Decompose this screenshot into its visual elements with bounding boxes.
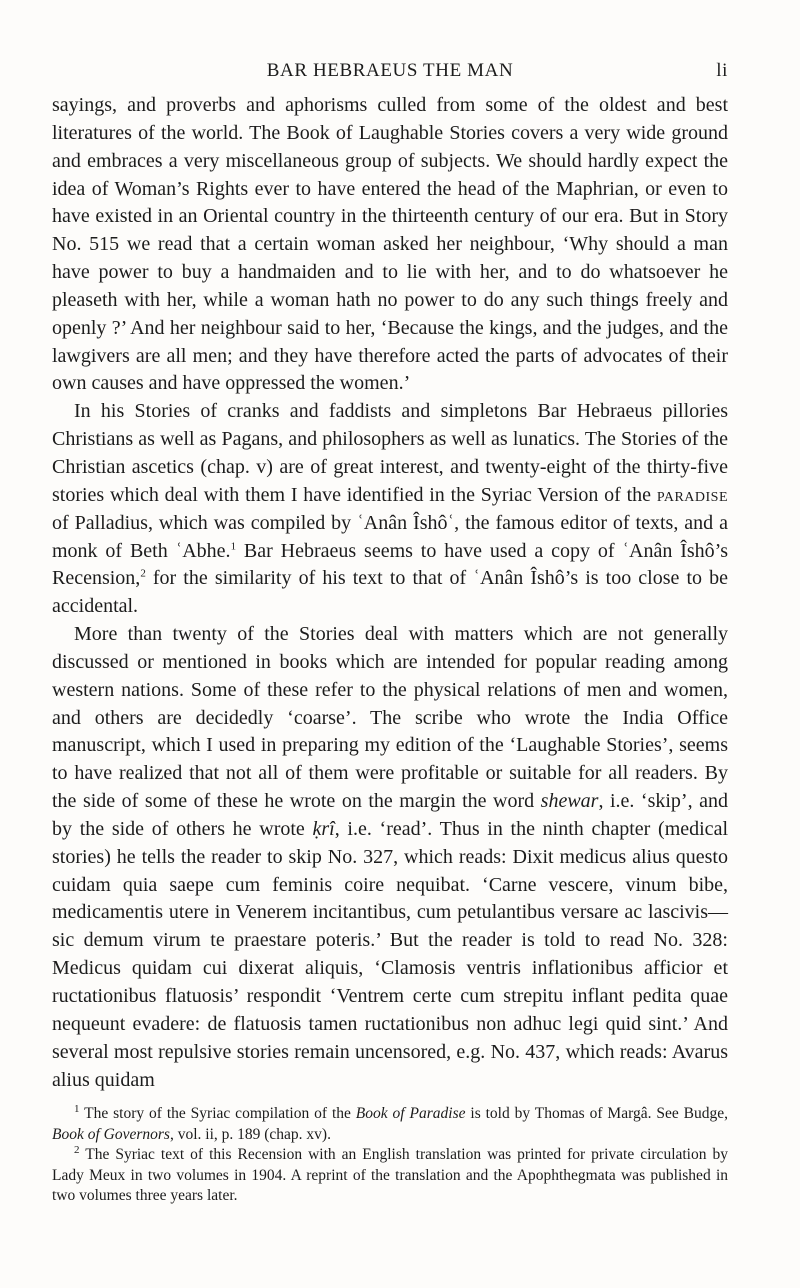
italic-kri: ḳrî — [312, 817, 335, 840]
running-head-title: BAR HEBRAEUS THE MAN — [266, 60, 514, 81]
paragraph-3-text: , i.e. ‘skip’, and by the side of others he wrote — [52, 790, 728, 840]
footnote-mark-2: 2 — [74, 1144, 80, 1157]
footnote-ref-2: 2 — [140, 567, 146, 580]
footnote-1-text: is told by Thomas of Margâ. See Budge, — [465, 1105, 729, 1122]
paragraph-3-text: , i.e. ‘read’. Thus in the ninth chapter (medical stories) he tells the reader to skip No. 327, which reads: Dixit medicus alius questo cuidam quia saepe cum feminis coire nequibat. ‘Carne vescere, vinum bibe, medicamentis utere in Venerem incitantibus, cum petulantibus versare ac lascivis—sic demum virum te praestare poteris.’ But the reader is told to read No. 328: Medicus quidam cui dixerat aliquis, ‘Clamosis ventris inflationibus afficior et ructationibus flatuosis’ respondit ‘Ventrem certe cum strepitu inflant pedita quae nequeunt evadere: de flatuosis tamen ructationibus non adhuc legi quid sint.’ And several most repulsive stories remain uncensored, e.g. No. 437, which reads: Avarus alius quidam — [52, 817, 728, 1091]
italic-book-of-paradise: Book of Paradise — [355, 1105, 466, 1122]
italic-shewar: shewar — [540, 790, 599, 813]
paragraph-2-text: of Palladius, which was compiled by ʿAnân Îshôʿ, the famous editor of texts, and a monk of Beth ʿAbhe. — [52, 511, 728, 562]
italic-book-of-governors: Book of Governors — [52, 1125, 170, 1143]
body-text — [52, 92, 728, 1094]
paragraph-2 — [52, 398, 728, 621]
paragraph-2-text: for the similarity of his text to that of ʿAnân Îshô’s is too close to be accidental. — [52, 567, 728, 618]
paragraph-3 — [52, 621, 728, 1094]
paragraph-2-text: In his Stories of cranks and faddists and simpletons Bar Hebraeus pillories Christians as well as Pagans, and philosophers as well as lunatics. The Stories of the Christian ascetics (chap. v) are of great interest, and twenty-eight of the thirty-five stories which deal with them I have identified in the Syriac Version of the — [52, 400, 728, 506]
paragraph-1: sayings, and proverbs and aphorisms culled from some of the oldest and best literatures of the world. The Book of Laughable Stories covers a very wide ground and embraces a very miscellaneous group of subjects. We should hardly expect the idea of Woman’s Rights ever to have entered the head of the Maphrian, or even to have existed in an Oriental country in the thirteenth century of our era. But in Story No. 515 we read that a certain woman asked her neighbour, ‘Why should a man have power to buy a handmaiden and to lie with her, and to do whatsoever he pleaseth with her, while a woman hath no power to do any such things freely and openly ?’ And her neighbour said to her, ‘Because the kings, and the judges, and the lawgivers are all men; and they have therefore acted the parts of advocates of their own causes and have oppressed the women.’ — [52, 94, 728, 395]
paragraph-2-text: Bar Hebraeus seems to have used a copy of ʿAnân Îshô’s Recension, — [52, 539, 728, 590]
paradise-small-caps: paradise — [656, 483, 728, 506]
footnotes — [52, 1104, 728, 1207]
page-number: li — [716, 60, 728, 81]
footnote-1 — [52, 1104, 728, 1145]
running-head — [52, 60, 728, 84]
footnote-2 — [52, 1145, 728, 1207]
footnote-1-text: , vol. ii, p. 189 (chap. xv). — [169, 1125, 331, 1143]
footnote-2-text: The Syriac text of this Recension with an English translation was printed for private circulation by Lady Meux in two volumes in 1904. A reprint of the translation and the Apophthegmata was published in two volumes three years later. — [52, 1146, 728, 1205]
footnote-mark-1: 1 — [74, 1102, 80, 1115]
footnote-1-text: The story of the Syriac compilation of the — [79, 1105, 356, 1122]
footnote-ref-1: 1 — [230, 539, 237, 552]
paragraph-3-text: More than twenty of the Stories deal with matters which are not generally discussed or mentioned in books which are intended for popular reading among western nations. Some of these refer to the physical relations of men and women, and others are decidedly ‘coarse’. The scribe who wrote the India Office manuscript, which I used in preparing my edition of the ‘Laughable Stories’, seems to have realized that not all of them were profitable or suitable for all readers. By the side of some of these he wrote on the margin the word — [52, 623, 728, 813]
